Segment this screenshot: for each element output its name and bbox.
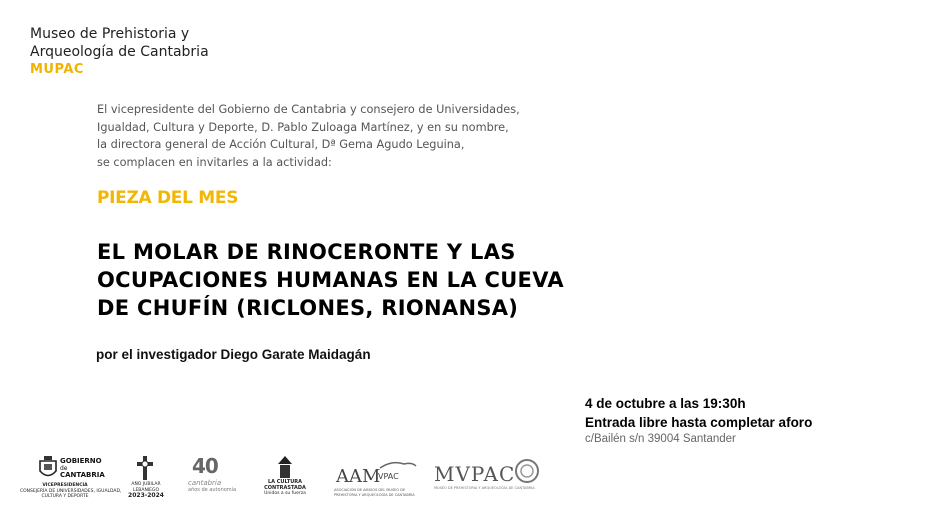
museum-header bbox=[30, 25, 209, 78]
jubilar-line1: AÑO JUBILAR bbox=[131, 482, 161, 487]
cultura-line3: Unidos a su fuerza bbox=[264, 491, 306, 496]
jubilar-line3: 2023-2024 bbox=[128, 492, 164, 499]
ano-jubilar-logo bbox=[124, 452, 168, 508]
gobierno-cantabria-logo bbox=[20, 452, 122, 508]
event-details bbox=[585, 394, 812, 447]
gobierno-sub2: CONSEJERÍA DE UNIVERSIDADES, IGUALDAD, bbox=[20, 488, 122, 494]
cross-icon bbox=[136, 456, 154, 480]
intro-line: la directora general de Acción Cultural, Dª Gema Agudo Leguina, bbox=[97, 138, 465, 151]
gobierno-line1: GOBIERNO bbox=[60, 457, 102, 465]
cuarenta-line2: años de autonomía bbox=[188, 487, 237, 493]
mupac-logo bbox=[430, 452, 540, 508]
invitation-intro bbox=[97, 101, 527, 171]
mupac-logo-sub: MUSEO DE PREHISTORIA Y ARQUEOLOGÍA DE CANTABRIA bbox=[434, 486, 535, 490]
museum-name-line2: Arqueología de Cantabria bbox=[30, 44, 209, 60]
event-datetime: 4 de octubre a las 19:30h bbox=[585, 396, 746, 411]
cultura-line1: LA CULTURA bbox=[267, 479, 303, 485]
museum-acronym: MUPAC bbox=[30, 62, 84, 77]
aam-vpac-logo bbox=[332, 452, 428, 508]
spiral-icon bbox=[514, 458, 540, 484]
aam-small: VPAC bbox=[378, 472, 399, 481]
sponsor-logos bbox=[20, 452, 560, 512]
mupac-logo-text: MVPAC bbox=[434, 462, 516, 486]
aam-sub1: ASOCIACIÓN DE AMIGOS DEL MUSEO DE bbox=[334, 488, 406, 492]
gobierno-sub1: VICEPRESIDENCIA bbox=[42, 483, 88, 488]
cuarenta-line1: cantabria bbox=[188, 479, 222, 487]
cuarenta-anos-logo bbox=[186, 452, 246, 508]
jubilar-line2: LEBANIEGO bbox=[132, 487, 160, 493]
title-line: EL MOLAR DE RINOCERONTE Y LAS bbox=[97, 240, 516, 264]
aam-sub2: PREHISTORIA Y ARQUEOLOGÍA DE CANTABRIA bbox=[334, 492, 415, 497]
speaker-byline: por el investigador Diego Garate Maidagán bbox=[96, 347, 371, 362]
museum-name-line1: Museo de Prehistoria y bbox=[30, 26, 190, 42]
cultura-line2: CONTRASTADA bbox=[264, 484, 306, 491]
intro-line: Igualdad, Cultura y Deporte, D. Pablo Zuloaga Martínez, y en su nombre, bbox=[97, 120, 509, 134]
event-address: c/Bailén s/n 39004 Santander bbox=[585, 433, 736, 445]
section-label: PIEZA DEL MES bbox=[97, 188, 239, 208]
title-line: DE CHUFÍN (RICLONES, RIONANSA) bbox=[97, 296, 519, 320]
gobierno-sub3: CULTURA Y DEPORTE bbox=[41, 494, 89, 499]
gobierno-line2: de bbox=[60, 465, 68, 472]
building-icon bbox=[278, 456, 292, 478]
title-line: OCUPACIONES HUMANAS EN LA CUEVA bbox=[97, 268, 564, 292]
la-cultura-logo bbox=[260, 452, 310, 508]
coat-of-arms-icon bbox=[38, 456, 58, 480]
gobierno-line3: CANTABRIA bbox=[60, 471, 105, 479]
aam-text: AAM bbox=[336, 466, 381, 487]
intro-line: se complacen en invitarles a la actividad: bbox=[97, 155, 332, 169]
event-title bbox=[97, 238, 564, 322]
intro-line: El vicepresidente del Gobierno de Cantabria y consejero de Universidades, bbox=[97, 103, 520, 116]
event-entry: Entrada libre hasta completar aforo bbox=[585, 415, 813, 430]
deer-figure-icon bbox=[378, 458, 418, 472]
cuarenta-number: 40 bbox=[192, 454, 218, 478]
